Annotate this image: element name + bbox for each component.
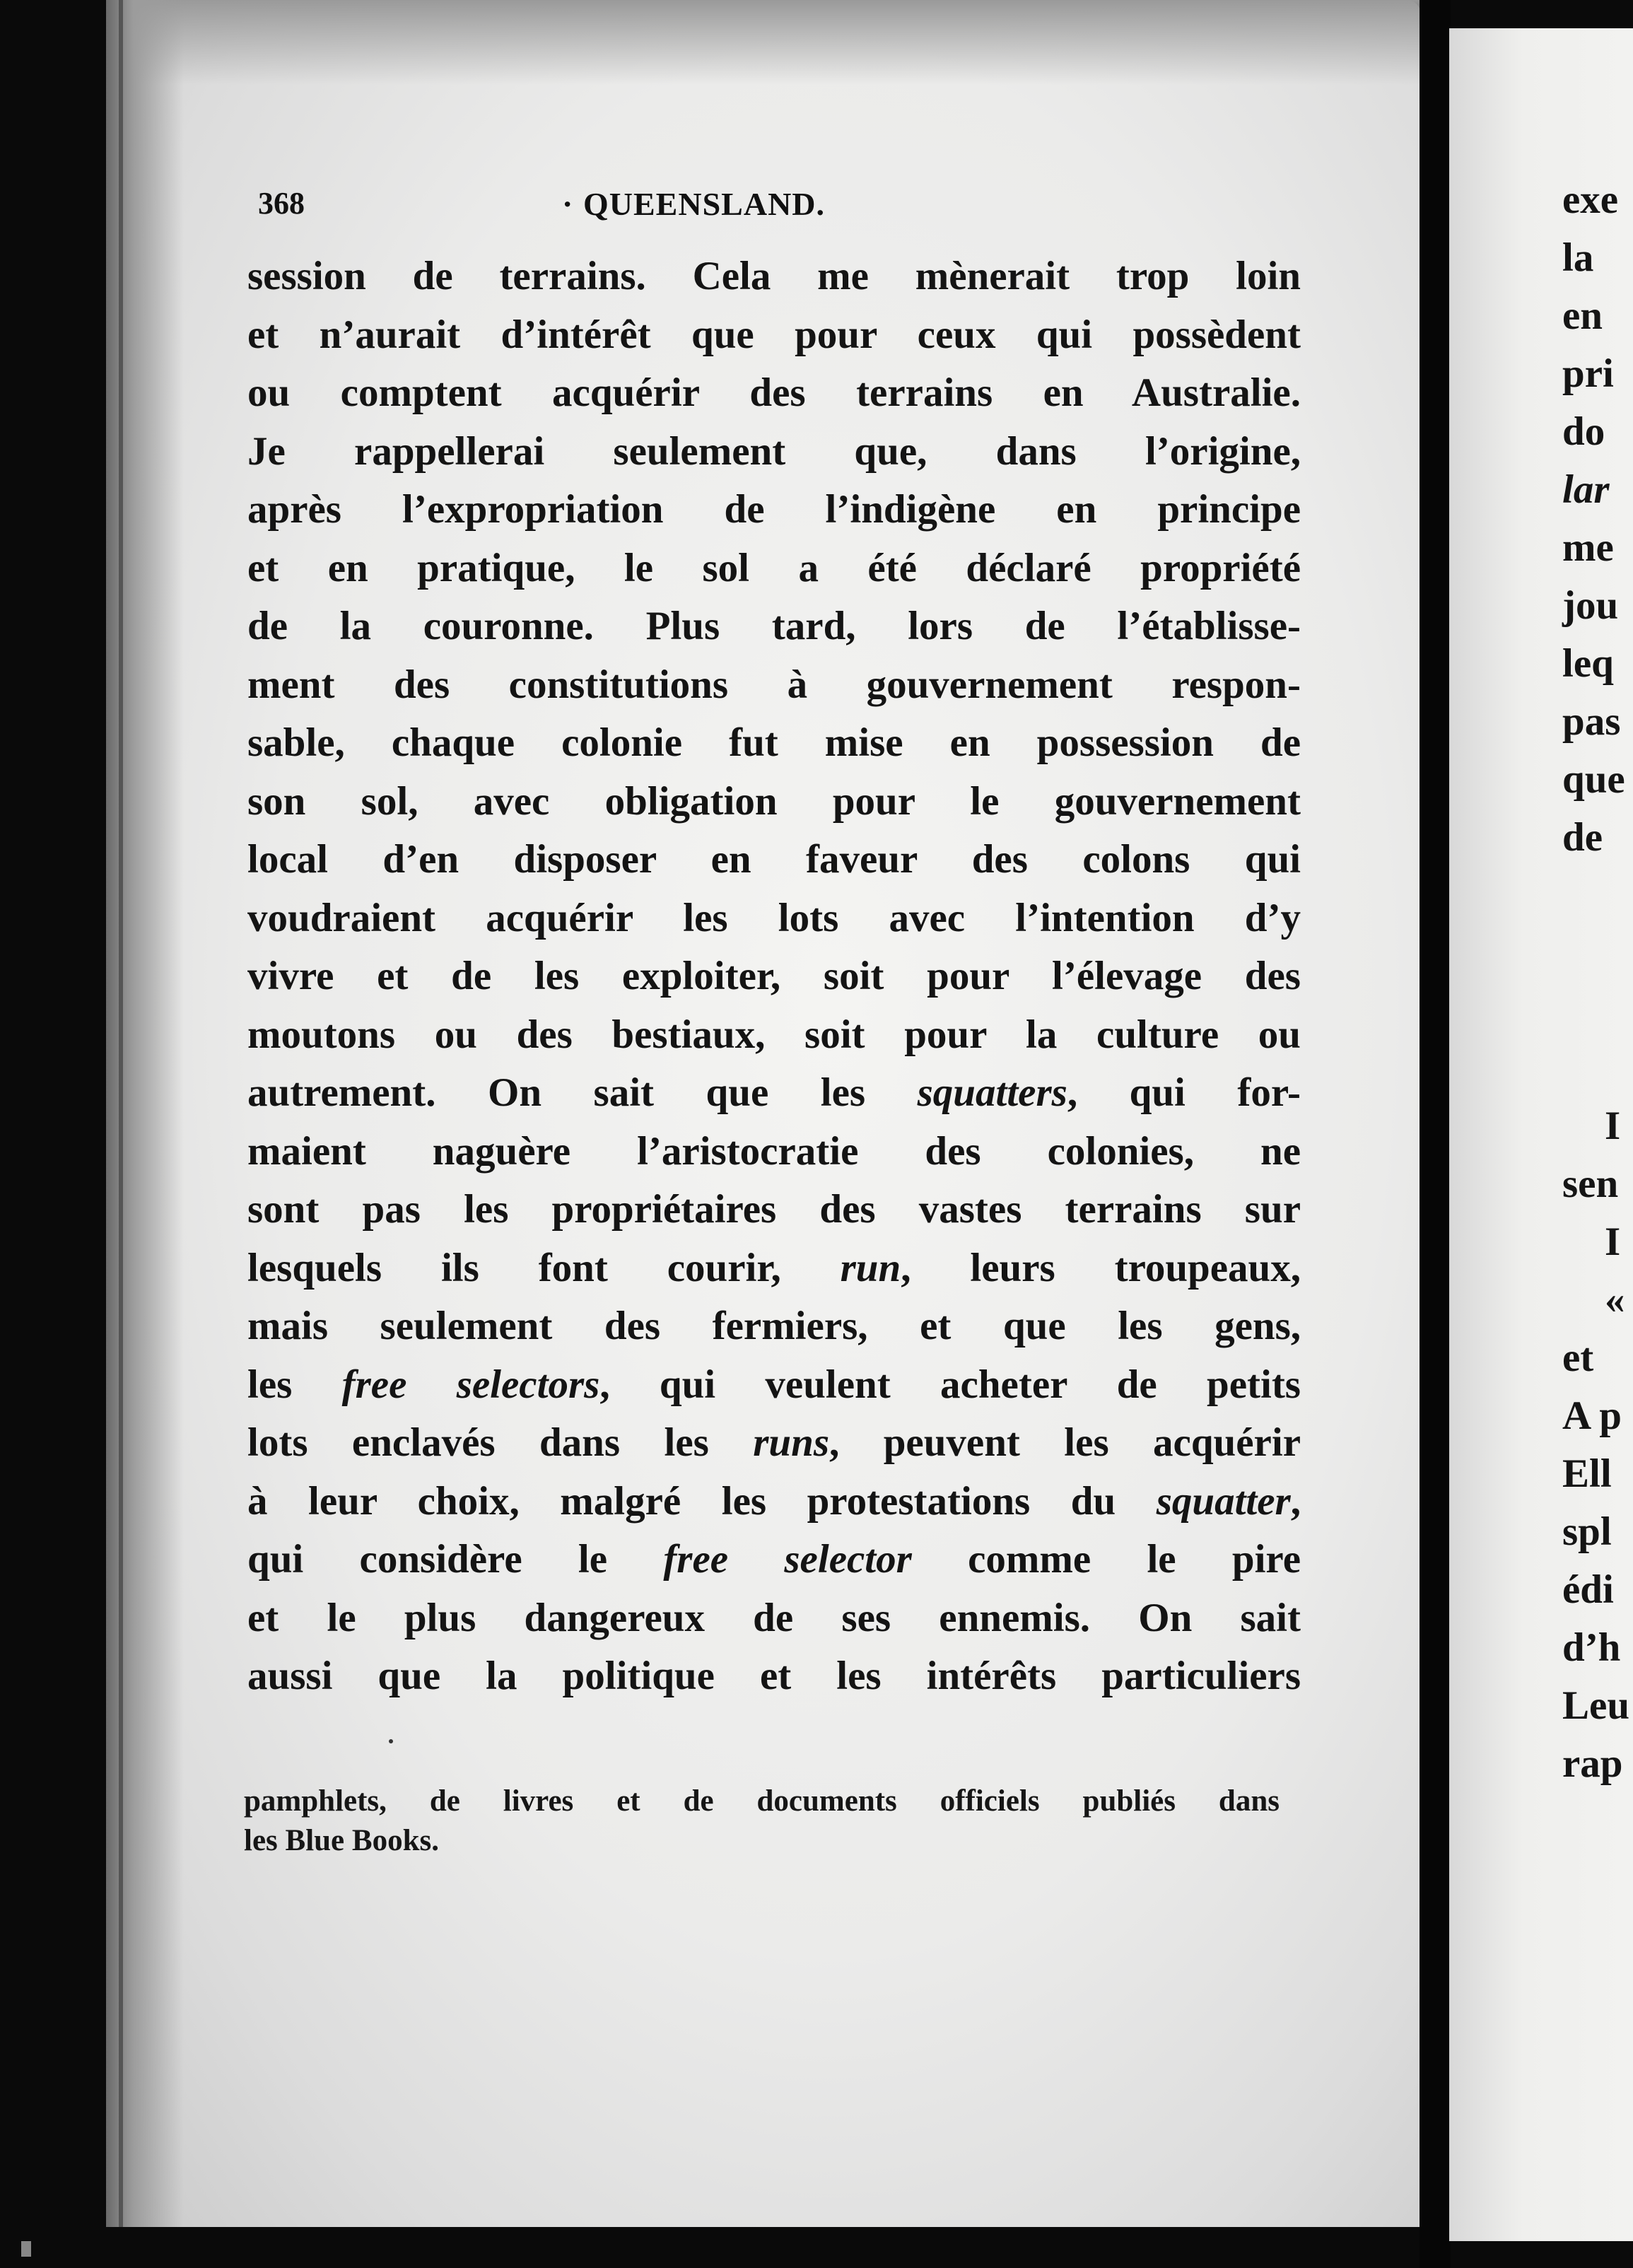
text-line	[247, 1414, 1301, 1473]
text-line: sable, chaque colonie fut mise en possession de	[247, 720, 1301, 765]
text-line: de la couronne. Plus tard, lors de l’établisse-	[247, 604, 1301, 648]
text-line: aussi que la politique et les intérêts particuliers	[247, 1654, 1301, 1698]
facing-text-fragment: édi	[1562, 1567, 1614, 1612]
footnote-line: les Blue Books.	[244, 1824, 439, 1857]
text-line: et le plus dangereux de ses ennemis. On sait	[247, 1595, 1301, 1640]
page-gutter-shading	[106, 0, 184, 2227]
text-run: , qui veulent acheter de petits	[599, 1362, 1301, 1407]
facing-text-fragment: me	[1562, 525, 1614, 570]
text-line: mais seulement des fermiers, et que les gens,	[247, 1304, 1301, 1348]
text-run: , leurs troupeaux,	[901, 1245, 1301, 1290]
facing-text-fragment: leq	[1562, 641, 1614, 686]
text-line: moutons ou des bestiaux, soit pour la culture ou	[247, 1012, 1301, 1057]
italic-term: free selectors	[341, 1362, 600, 1407]
facing-text-fragment: Leu	[1562, 1683, 1630, 1728]
italic-term: run	[840, 1245, 901, 1290]
text-line	[247, 1356, 1301, 1415]
italic-term: free selector	[663, 1537, 912, 1582]
facing-page	[1449, 28, 1633, 2241]
text-run: lots enclavés dans les	[247, 1420, 754, 1465]
page-top-shading	[106, 0, 1421, 85]
text-run: , qui for-	[1067, 1070, 1301, 1115]
italic-term: squatter	[1156, 1478, 1291, 1524]
facing-text-fragment: et	[1562, 1335, 1594, 1380]
facing-text-fragment: I	[1605, 1220, 1621, 1264]
text-line: maient naguère l’aristocratie des colonies, ne	[247, 1128, 1301, 1174]
text-line: Je rappellerai seulement que, dans l’origine,	[247, 428, 1301, 474]
facing-text-fragment: pri	[1562, 351, 1614, 396]
text-line: ou comptent acquérir des terrains en Australie.	[247, 370, 1301, 415]
text-run: ,	[1290, 1478, 1301, 1524]
facing-text-fragment: que	[1562, 757, 1625, 802]
text-run: , peuvent les acquérir	[829, 1420, 1301, 1465]
text-run: qui considère le	[247, 1537, 664, 1582]
text-line	[247, 1473, 1301, 1531]
facing-text-fragment: exe	[1562, 177, 1619, 222]
facing-text-fragment: en	[1562, 293, 1603, 338]
running-title: QUEENSLAND.	[583, 186, 826, 222]
facing-text-fragment: Ell	[1562, 1451, 1612, 1496]
text-run: les	[247, 1362, 342, 1407]
text-line: et n’aurait d’intérêt que pour ceux qui possèdent	[247, 312, 1301, 357]
text-line: vivre et de les exploiter, soit pour l’élevage des	[247, 954, 1301, 998]
body-text	[247, 247, 1301, 1706]
text-run: autrement. On sait que les	[247, 1070, 918, 1115]
facing-text-fragment: jou	[1562, 583, 1619, 628]
gutter-line	[119, 0, 123, 2227]
scan-corner-mark	[21, 2241, 31, 2257]
text-line: ment des constitutions à gouvernement respon-	[247, 662, 1301, 707]
facing-text-fragment: lar	[1562, 467, 1610, 512]
facing-text-fragment: sen	[1562, 1162, 1619, 1206]
book-spine	[1420, 0, 1451, 2268]
text-line: sont pas les propriétaires des vastes terrains sur	[247, 1187, 1301, 1232]
text-line	[247, 1531, 1301, 1589]
footnote-line: pamphlets, de livres et de documents officiels publiés dans	[244, 1784, 1280, 1818]
text-run: lesquels ils font courir,	[247, 1245, 841, 1290]
facing-text-fragment: pas	[1562, 699, 1621, 744]
page-number: 368	[258, 186, 305, 221]
running-head-dot: ·	[562, 186, 573, 222]
italic-term: squatters	[917, 1070, 1067, 1115]
facing-text-fragment: A p	[1562, 1393, 1622, 1438]
text-run: comme le pire	[911, 1537, 1301, 1582]
facing-text-fragment: rap	[1562, 1741, 1623, 1786]
facing-text-fragment: spl	[1562, 1509, 1612, 1554]
text-line: et en pratique, le sol a été déclaré propriété	[247, 545, 1301, 590]
facing-text-fragment: de	[1562, 815, 1603, 860]
italic-term: runs	[753, 1420, 830, 1465]
text-line: local d’en disposer en faveur des colons qui	[247, 837, 1301, 882]
text-line: son sol, avec obligation pour le gouvernement	[247, 778, 1301, 824]
facing-text-fragment: la	[1562, 235, 1594, 280]
print-speck	[389, 1739, 393, 1743]
facing-text-fragment: do	[1562, 409, 1605, 454]
facing-text-fragment: d’h	[1562, 1625, 1621, 1670]
text-line: après l’expropriation de l’indigène en principe	[247, 487, 1301, 532]
text-line: session de terrains. Cela me mènerait trop loin	[247, 254, 1301, 298]
text-line	[247, 1064, 1301, 1123]
facing-text-fragment: «	[1605, 1278, 1625, 1322]
running-head	[258, 185, 951, 228]
text-run: à leur choix, malgré les protestations du	[247, 1478, 1157, 1524]
footnote	[244, 1782, 1280, 1861]
text-line: voudraient acquérir les lots avec l’intention d’y	[247, 895, 1301, 940]
text-line	[247, 1239, 1301, 1298]
facing-text-fragment: I	[1605, 1104, 1621, 1148]
